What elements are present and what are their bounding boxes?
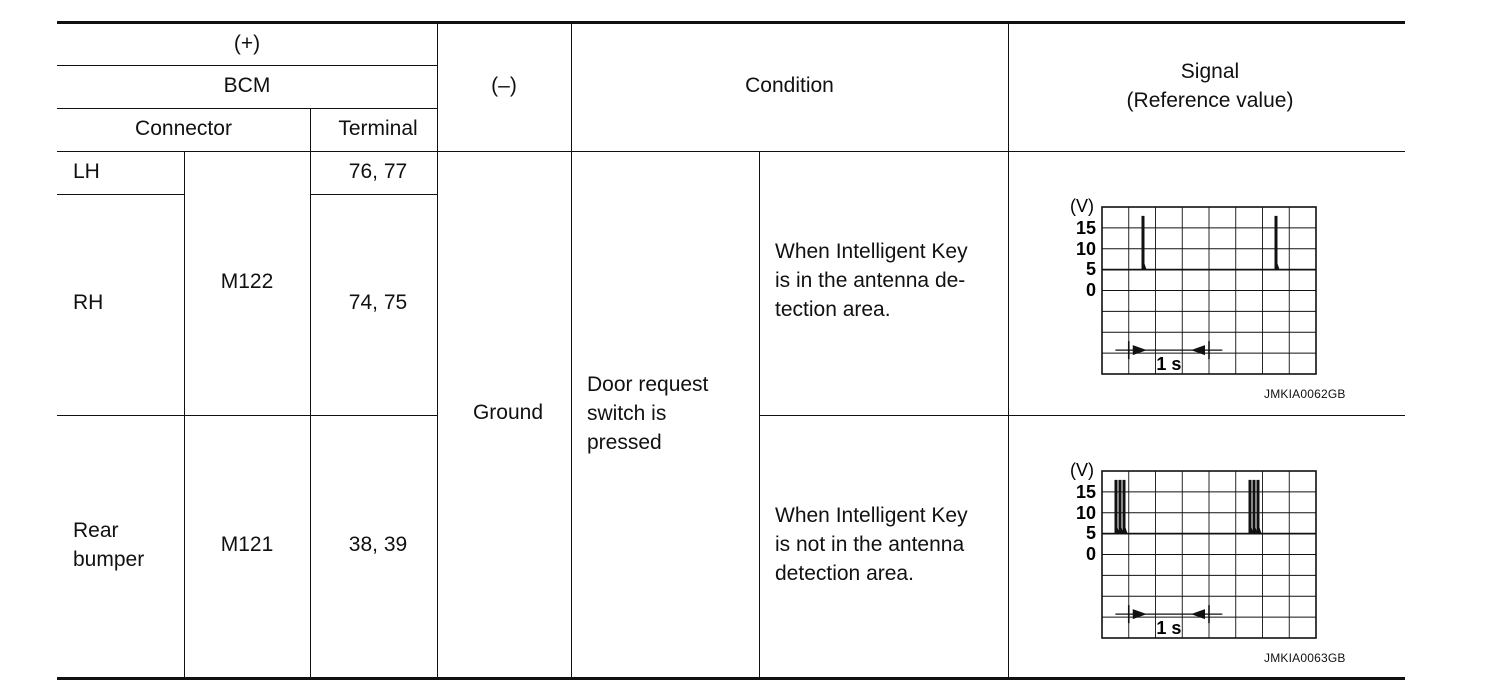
condition-not-in-area-line3: detection area.: [775, 562, 914, 585]
header-bottom-border: [57, 151, 1405, 152]
condition-main-line2: switch is: [587, 402, 667, 425]
condition-header: Condition: [745, 74, 834, 97]
oscilloscope-waveform-in-area: [1060, 190, 1380, 415]
condition-in-area-line3: tection area.: [775, 298, 891, 321]
condition-in-area: When Intelligent Key: [775, 240, 968, 263]
y-tick-label: 15: [1075, 482, 1096, 502]
condition-not-in-area-line2: is not in the antenna: [775, 533, 965, 556]
time-scale-label: 1 s: [1156, 354, 1182, 375]
oscilloscope-waveform-not-in-area: [1060, 454, 1380, 679]
y-tick-label: 0: [1085, 544, 1096, 564]
rear-connector: M121: [220, 533, 274, 556]
lh-label: LH: [73, 160, 100, 183]
condition-not-in-area: When Intelligent Key: [775, 504, 968, 527]
terminal-column-divider: [310, 108, 311, 678]
signal-header-reference: (Reference value): [1126, 89, 1294, 112]
label-column-divider: [184, 151, 185, 678]
condition-sub-divider: [759, 151, 760, 678]
minus-header: (–): [491, 74, 517, 97]
rh-label: RH: [73, 291, 104, 314]
rear-row-divider-right: [759, 415, 1405, 416]
terminal-header: Terminal: [338, 117, 418, 140]
minus-condition-divider: [571, 21, 572, 678]
bcm-header-divider: [57, 108, 437, 109]
y-tick-label: 10: [1075, 503, 1096, 523]
condition-in-area-line2: is in the antenna de-: [775, 269, 966, 292]
front-connector: M122: [220, 270, 274, 293]
rh-terminal: 74, 75: [348, 291, 408, 314]
signal-header: Signal: [1180, 60, 1240, 83]
oscilloscope-graph: [1060, 190, 1380, 410]
rear-label-line2: bumper: [73, 548, 145, 571]
rear-terminal: 38, 39: [348, 533, 408, 556]
bcm-header: BCM: [223, 74, 271, 97]
lh-terminal-divider: [310, 194, 437, 195]
time-scale-label: 1 s: [1156, 618, 1182, 639]
y-tick-label: 0: [1085, 280, 1096, 300]
lh-row-divider: [57, 194, 184, 195]
rear-row-divider-left: [57, 415, 437, 416]
y-tick-label: 10: [1075, 239, 1096, 259]
lh-terminal: 76, 77: [348, 160, 408, 183]
figure-code: JMKIA0063GB: [1264, 651, 1346, 665]
voltage-unit-label: (V): [1070, 460, 1094, 480]
figure-code: JMKIA0062GB: [1264, 387, 1346, 401]
y-tick-label: 5: [1085, 523, 1096, 543]
condition-main: Door request: [587, 373, 709, 396]
y-tick-label: 5: [1085, 259, 1096, 279]
condition-signal-divider: [1008, 21, 1009, 678]
plus-header-divider: [57, 65, 437, 66]
table-top-border: [57, 21, 1405, 24]
ground-label: Ground: [472, 401, 544, 424]
plus-header: (+): [233, 32, 261, 55]
oscilloscope-graph: [1060, 454, 1380, 674]
condition-main-line3: pressed: [587, 431, 662, 454]
y-tick-label: 15: [1075, 218, 1096, 238]
rear-label: Rear: [73, 519, 119, 542]
connector-header: Connector: [135, 117, 232, 140]
voltage-unit-label: (V): [1070, 196, 1094, 216]
